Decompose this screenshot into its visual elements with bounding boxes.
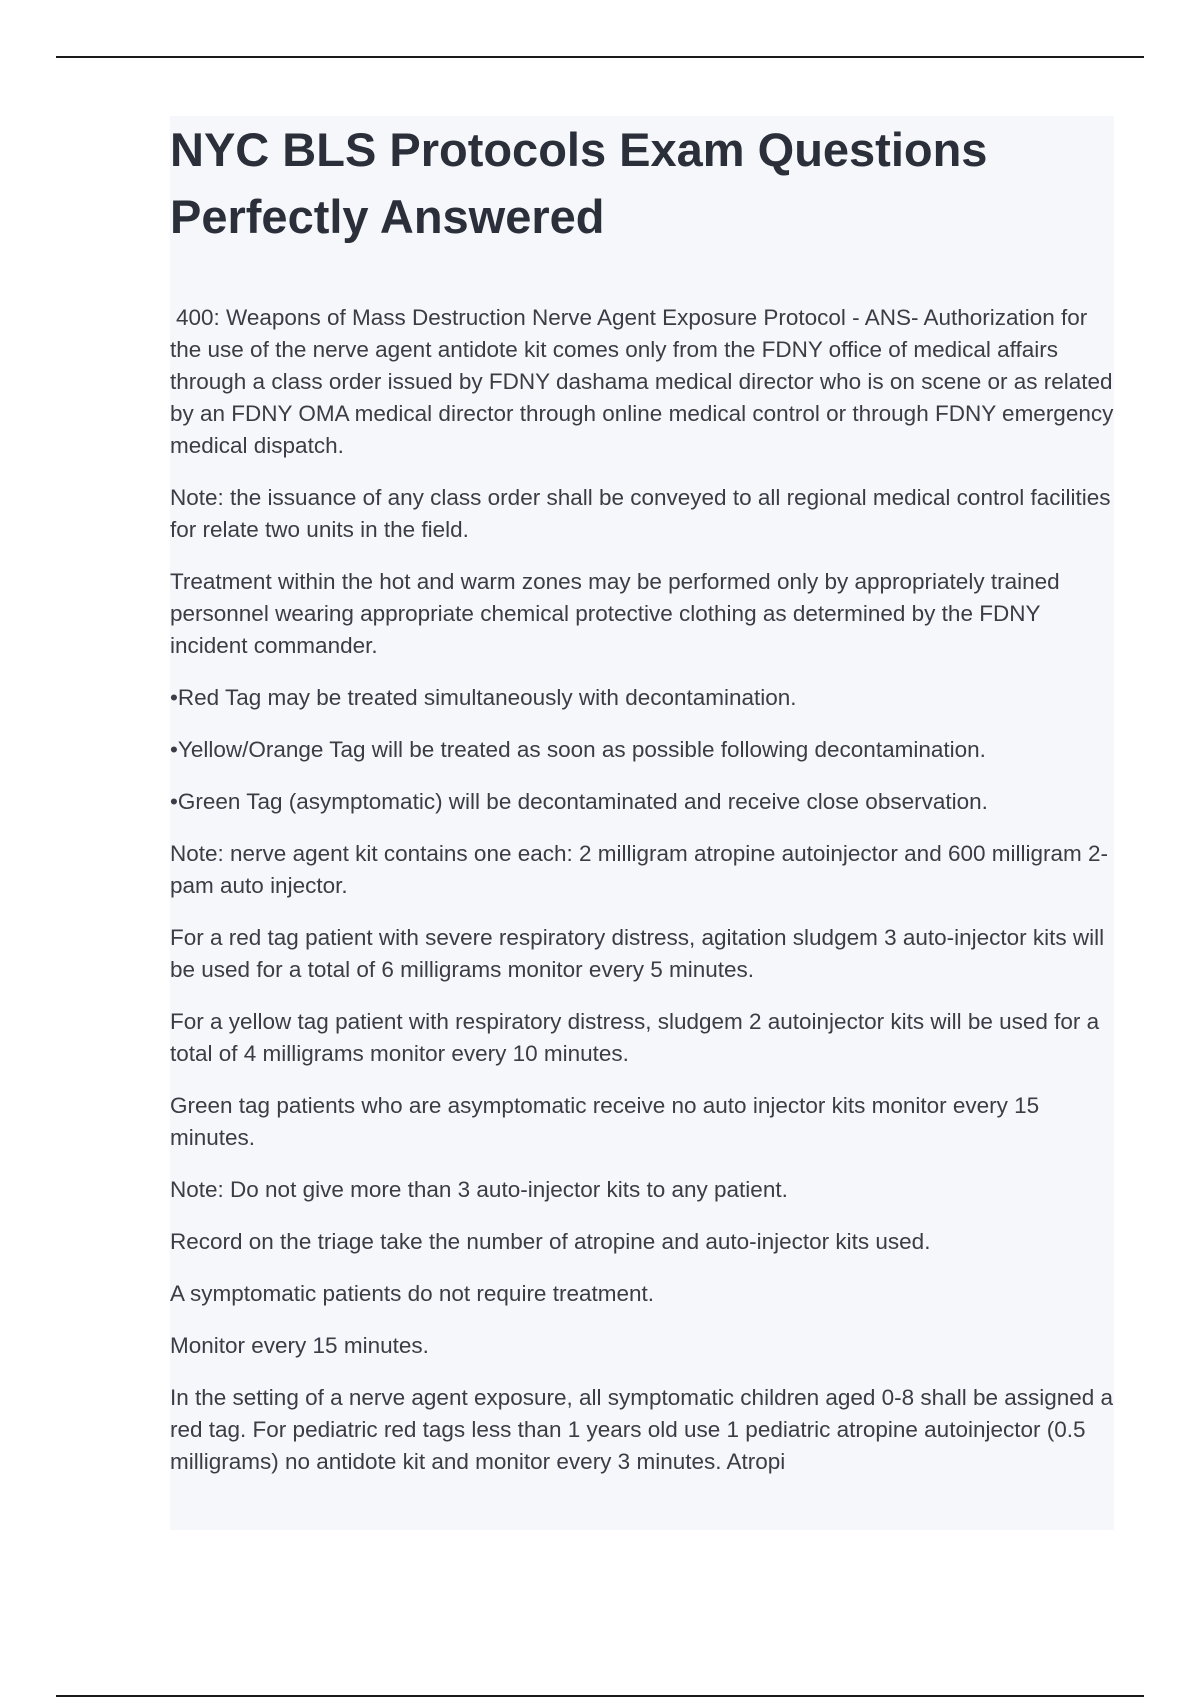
paragraph-yellow-orange-tag: •Yellow/Orange Tag will be treated as soon as possible following decontamination.	[170, 737, 986, 762]
paragraph-green-tag: •Green Tag (asymptomatic) will be decontaminated and receive close observation.	[170, 789, 988, 814]
paragraph-pediatric-exposure: In the setting of a nerve agent exposure, all symptomatic children aged 0-8 shall be assigned a red tag. For pediatric red tags less than 1 years old use 1 pediatric atropine autoinjector (0.5 milligrams) no antidote kit and monitor every 3 minutes. Atropi	[170, 1385, 1114, 1474]
paragraph-protocol-intro: 400: Weapons of Mass Destruction Nerve Agent Exposure Protocol - ANS- Authorization for the use of the nerve agent antidote kit comes only from the FDNY office of medical affairs through a class order issued by FDNY dashama medical director who is on scene or as related by an FDNY OMA medical director through online medical control or through FDNY emergency medical dispatch.	[170, 305, 1114, 458]
paragraph-kit-contents-note: Note: nerve agent kit contains one each: 2 milligram atropine autoinjector and 600 milligram 2-pam auto injector.	[170, 841, 1109, 898]
paragraph-red-tag: •Red Tag may be treated simultaneously with decontamination.	[170, 685, 797, 710]
document-title	[170, 116, 1114, 250]
document-title-line-1: NYC BLS Protocols Exam Questions	[170, 123, 988, 176]
top-divider	[56, 56, 1144, 58]
paragraph-green-tag-dosing: Green tag patients who are asymptomatic receive no auto injector kits monitor every 15 minutes.	[170, 1093, 1040, 1150]
paragraph-asymptomatic-patients: A symptomatic patients do not require treatment.	[170, 1281, 654, 1306]
document-body	[170, 302, 1114, 1498]
paragraph-red-tag-dosing: For a red tag patient with severe respiratory distress, agitation sludgem 3 auto-injector kits will be used for a total of 6 milligrams monitor every 5 minutes.	[170, 925, 1105, 982]
paragraph-yellow-tag-dosing: For a yellow tag patient with respiratory distress, sludgem 2 autoinjector kits will be used for a total of 4 milligrams monitor every 10 minutes.	[170, 1009, 1100, 1066]
paragraph-class-order-note: Note: the issuance of any class order shall be conveyed to all regional medical control facilities for relate two units in the field.	[170, 485, 1111, 542]
paragraph-monitor-interval: Monitor every 15 minutes.	[170, 1333, 429, 1358]
document-content	[170, 116, 1114, 1530]
bottom-divider	[56, 1695, 1144, 1697]
paragraph-record-on-triage: Record on the triage take the number of atropine and auto-injector kits used.	[170, 1229, 931, 1254]
document-title-line-2: Perfectly Answered	[170, 190, 605, 243]
paragraph-max-kits-note: Note: Do not give more than 3 auto-injector kits to any patient.	[170, 1177, 788, 1202]
paragraph-hot-warm-zones: Treatment within the hot and warm zones may be performed only by appropriately trained personnel wearing appropriate chemical protective clothing as determined by the FDNY incident commander.	[170, 569, 1060, 658]
